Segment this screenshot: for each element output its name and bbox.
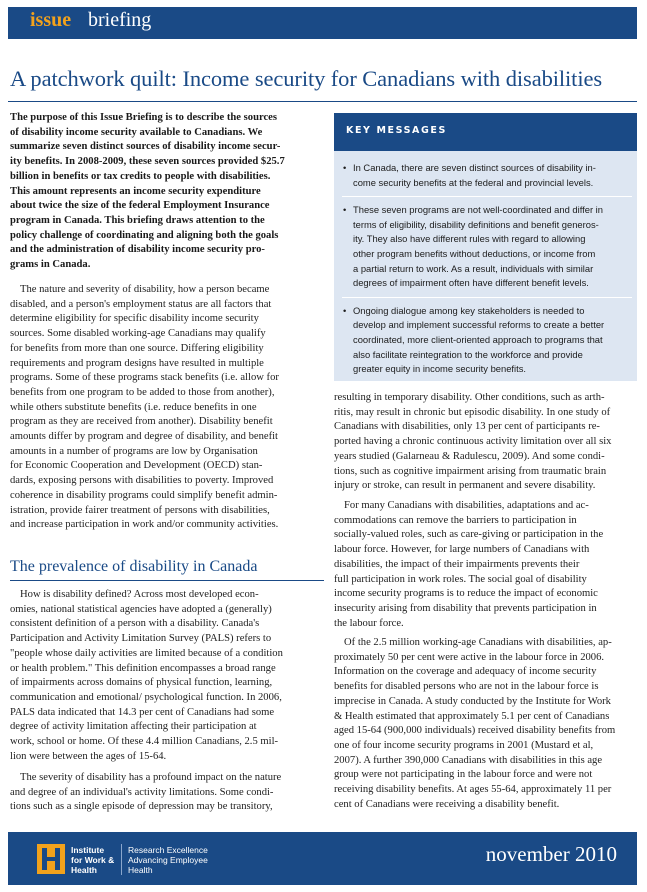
right-paragraph-3 [334, 636, 638, 812]
body-line: labour force. However, for large numbers of Canadians with [334, 544, 590, 556]
key-message-line: develop and implement successful reforms to create a better [353, 319, 605, 331]
key-message-line: coordinated, more client-oriented approach to programs that [353, 333, 603, 345]
header-bar [8, 7, 637, 39]
intro-line: billion in benefits or tax credits to people with disabilities. [10, 170, 271, 182]
publication-date: november 2010 [485, 842, 617, 866]
header-word-briefing: briefing [88, 9, 152, 31]
body-line: lion were between the ages of 15-64. [10, 750, 167, 762]
intro-line: of disability income security available to Canadians. We [10, 126, 263, 138]
key-messages-box [334, 113, 637, 381]
page-title: A patchwork quilt: Income security for Canadians with disabilities [10, 66, 603, 91]
key-message-line: ity. They also have different rules with regard to allowing [353, 233, 586, 245]
left-paragraph-3 [10, 771, 324, 815]
body-line: How is disability defined? Across most developed econ- [20, 589, 259, 600]
right-paragraph-1 [334, 391, 638, 494]
body-line: amounts differ by program and degree of disability, and benefit [10, 431, 278, 443]
body-line: PALS data indicated that 14.3 per cent of Canadians had some [10, 706, 275, 718]
body-line: ritis, may result in chronic but episodic disability. In one study of [334, 406, 611, 418]
intro-line: grams in Canada. [10, 259, 91, 271]
body-line: and increase participation in work and/or community activities. [10, 519, 279, 531]
body-line: consistent definition of a person with a disability. Canada's [10, 618, 260, 630]
body-line: insecurity arising from disability that prevents participation in [334, 602, 597, 614]
body-line: Of the 2.5 million working-age Canadians with disabilities, ap- [344, 637, 612, 648]
bullet-icon: • [343, 204, 347, 216]
body-line: sources. Some disabled working-age Canadians may qualify [10, 328, 266, 340]
body-line: istration, provide fairer treatment of persons with disabilities, [10, 504, 270, 516]
key-message-line: come security benefits at the federal and provincial levels. [353, 176, 594, 188]
body-line: receiving disability benefits. At ages 55-64, approximately 11 per [334, 784, 612, 796]
intro-line: policy challenge of coordinating and aligning both the goals [10, 229, 279, 241]
body-line: for Economic Cooperation and Development (OECD) stan- [10, 460, 263, 472]
body-line: income security programs is to reduce the impact of economic [334, 588, 598, 600]
body-line: years studied (Galarneau & Radulescu, 2009). And some condi- [334, 450, 605, 462]
body-line: for benefits from more than one source. Differing eligibility [10, 342, 264, 354]
body-line: disabled, and a person's employment status are all factors that [10, 298, 272, 310]
body-line: programs. Some of these programs stack benefits (i.e. allow for [10, 372, 279, 384]
body-line: group were not participating in the labour force and were not [334, 769, 593, 781]
body-line: of impairments across domains of physical function, learning, [10, 677, 273, 689]
intro-line: This amount represents an income security expenditure [10, 185, 261, 197]
body-line: benefits for disabled persons who are not in the labour force is [334, 681, 599, 693]
organization-tagline [128, 845, 208, 875]
organization-name-line: Health [71, 865, 97, 875]
right-paragraph-2 [334, 499, 638, 631]
key-messages-header [334, 113, 637, 151]
key-message-line: also facilitate reintegration to the workforce and provide [353, 348, 583, 360]
body-line: full participation in work roles. The social goal of disability [334, 573, 587, 585]
body-line: tions, such as cognitive impairment arising from traumatic brain [334, 465, 607, 477]
key-messages-title: KEY MESSAGES [346, 125, 447, 136]
organization-name-line: for Work & [71, 855, 115, 865]
iwh-h-logo-icon [37, 844, 65, 874]
bullet-icon: • [343, 162, 347, 173]
body-line: aged 15-64 (900,000 individuals) received disability benefits from [334, 725, 616, 737]
header-word-issue: issue [30, 9, 72, 31]
body-line: Canadians with disabilities, only 13 per cent of participants re- [334, 421, 600, 433]
key-message-line: greater equity in income security benefits. [353, 363, 527, 375]
body-line: determine eligibility for specific disability income security [10, 313, 259, 325]
key-message-line: These seven programs are not well-coordinated and differ in [353, 204, 603, 216]
body-line: omies, national statistical agencies have adopted a (generally) [10, 603, 272, 615]
body-line: & Health estimated that approximately 5.1 per cent of Canadians [334, 710, 610, 722]
body-line: coherence in disability programs could simplify benefit admin- [10, 489, 278, 501]
body-line: "people whose daily activities are limited because of a condition [10, 647, 283, 659]
body-line: degree of activity limitation affecting their participation at [10, 721, 257, 733]
body-line: commodations can remove the barriers to participation in [334, 514, 577, 526]
body-line: The severity of disability has a profound impact on the nature [20, 772, 282, 783]
section-divider [10, 580, 324, 581]
body-line: one of four income security programs in 2001 (Mustard et al, [334, 739, 594, 751]
section-heading: The prevalence of disability in Canada [10, 558, 258, 575]
intro-line: The purpose of this Issue Briefing is to describe the sources [10, 112, 278, 123]
body-line: For many Canadians with disabilities, adaptations and ac- [344, 500, 589, 511]
body-line: communication and emotional/ psychological function. In 2006, [10, 691, 282, 703]
left-paragraph-2 [10, 588, 324, 764]
body-line: while others substitute benefits (i.e. reduce benefits in one [10, 401, 257, 413]
body-line: imprecise in Canada. A study conducted by the Institute for Work [334, 695, 611, 707]
left-paragraph-1 [10, 283, 324, 533]
key-message-item [342, 161, 632, 197]
intro-line: and the administration of disability income security pro- [10, 244, 265, 256]
body-line: proximately 50 per cent were active in the labour force in 2006. [334, 651, 605, 663]
body-line: and degree of an individual's activity limitations. Some condi- [10, 786, 274, 798]
body-line: Participation and Activity Limitation Survey (PALS) refers to [10, 633, 272, 645]
body-line: disabilities, the impact of their impairments prevents their [334, 558, 580, 570]
tagline-line: Health [128, 865, 153, 875]
body-line: 2007). A further 390,000 Canadians with disabilities in this age [334, 754, 603, 766]
key-message-item [342, 203, 632, 298]
body-line: socially-valued roles, such as care-giving or participation in the [334, 529, 604, 541]
intro-line: ity benefits. In 2008-2009, these seven sources provided $25.7 [10, 156, 285, 168]
key-message-line: a partial return to work. As a result, individuals with similar [353, 262, 594, 274]
tagline-line: Advancing Employee [128, 855, 208, 865]
key-message-line: Ongoing dialogue among key stakeholders is needed to [353, 304, 585, 316]
logo-divider [121, 844, 122, 875]
body-line: or health problem." This definition encompasses a broad range [10, 662, 276, 674]
key-message-line: terms of eligibility, disability definitions and benefit generos- [353, 218, 599, 230]
body-line: The nature and severity of disability, how a person became [20, 284, 270, 295]
body-line: Information on the coverage and adequacy of income security [334, 666, 597, 678]
key-message-line: In Canada, there are seven distinct sources of disability in- [353, 162, 596, 173]
key-message-item [342, 304, 632, 383]
title-divider [8, 101, 637, 102]
intro-line: program in Canada. This briefing draws attention to the [10, 214, 265, 226]
body-line: benefits from one program to be added to those from another), [10, 386, 275, 398]
body-line: program as they are received from another). Disability benefit [10, 416, 273, 428]
organization-name-line: Institute [71, 845, 105, 855]
key-messages-list [342, 161, 632, 389]
body-line: the labour force. [334, 617, 404, 629]
key-message-line: other program benefits without deductions, or income from [353, 247, 596, 259]
body-line: injury or stroke, can result in permanent and severe disability. [334, 480, 596, 492]
body-line: ported having a chronic continuous activity limitation over all six [334, 436, 612, 448]
body-line: amounts in a number of programs are low by Organisation [10, 445, 258, 457]
body-line: dards, exposing persons with disabilities to poverty. Improved [10, 475, 274, 487]
body-line: resulting in temporary disability. Other conditions, such as arth- [334, 392, 605, 403]
organization-name [71, 845, 114, 875]
body-line: tions such as a single episode of depression may be transitory, [10, 801, 273, 813]
body-line: work, school or home. Of these 4.4 million Canadians, 2.5 mil- [10, 736, 279, 748]
intro-paragraph [10, 111, 324, 273]
key-message-line: degrees of impairment often have different benefit levels. [353, 277, 589, 289]
body-line: requirements and program designs have resulted in multiple [10, 357, 264, 369]
body-line: cent of Canadians were receiving a disability benefit. [334, 798, 560, 810]
footer-bar [8, 832, 637, 885]
bullet-icon: • [343, 304, 347, 316]
intro-line: summarize seven distinct sources of disability income secur- [10, 141, 281, 153]
intro-line: about twice the size of the federal Employment Insurance [10, 200, 270, 212]
tagline-line: Research Excellence [128, 845, 208, 855]
